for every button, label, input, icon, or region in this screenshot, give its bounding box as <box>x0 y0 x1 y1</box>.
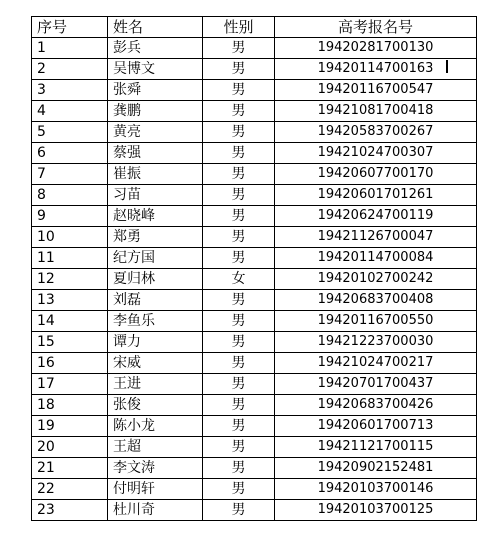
header-sex: 性别 <box>203 17 275 38</box>
cell-exam-id: 19421121700115 <box>275 437 477 458</box>
cell-exam-id: 19420601700713 <box>275 416 477 437</box>
cell-no: 22 <box>32 479 108 500</box>
cell-no: 14 <box>32 311 108 332</box>
cell-name: 习苗 <box>108 185 203 206</box>
cell-no: 18 <box>32 395 108 416</box>
cell-exam-id: 19420116700550 <box>275 311 477 332</box>
cell-sex: 男 <box>203 38 275 59</box>
cell-name: 张舜 <box>108 80 203 101</box>
cell-sex: 男 <box>203 458 275 479</box>
cell-sex: 男 <box>203 122 275 143</box>
cell-exam-id: 19421081700418 <box>275 101 477 122</box>
table-row <box>32 416 477 437</box>
cell-sex: 男 <box>203 479 275 500</box>
cell-no: 6 <box>32 143 108 164</box>
cell-no: 9 <box>32 206 108 227</box>
cell-exam-id: 19420114700163 <box>275 59 477 80</box>
table-row <box>32 332 477 353</box>
cell-exam-id: 19420601701261 <box>275 185 477 206</box>
header-exam-id: 高考报名号 <box>275 17 477 38</box>
cell-sex: 男 <box>203 395 275 416</box>
cell-exam-id: 19421024700307 <box>275 143 477 164</box>
cell-no: 11 <box>32 248 108 269</box>
table-body <box>32 38 477 521</box>
cell-no: 13 <box>32 290 108 311</box>
cell-exam-id: 19420607700170 <box>275 164 477 185</box>
cell-exam-id: 19420624700119 <box>275 206 477 227</box>
cell-no: 5 <box>32 122 108 143</box>
cell-exam-id: 19420116700547 <box>275 80 477 101</box>
cell-name: 龚鹏 <box>108 101 203 122</box>
student-table <box>31 16 477 521</box>
cell-name: 李鱼乐 <box>108 311 203 332</box>
cell-name: 夏归林 <box>108 269 203 290</box>
cell-exam-id: 19420114700084 <box>275 248 477 269</box>
table-row <box>32 500 477 521</box>
table-row <box>32 101 477 122</box>
cell-sex: 男 <box>203 311 275 332</box>
cell-exam-id: 19420102700242 <box>275 269 477 290</box>
cell-exam-id: 19420701700437 <box>275 374 477 395</box>
table-row <box>32 353 477 374</box>
cell-sex: 男 <box>203 248 275 269</box>
cell-no: 1 <box>32 38 108 59</box>
cell-name: 王进 <box>108 374 203 395</box>
cell-sex: 男 <box>203 164 275 185</box>
cell-exam-id: 19420683700426 <box>275 395 477 416</box>
cell-name: 郑勇 <box>108 227 203 248</box>
cell-sex: 男 <box>203 500 275 521</box>
table-row <box>32 248 477 269</box>
header-row <box>32 17 477 38</box>
cell-sex: 男 <box>203 290 275 311</box>
table-row <box>32 311 477 332</box>
cell-name: 彭兵 <box>108 38 203 59</box>
cell-no: 12 <box>32 269 108 290</box>
cell-exam-id: 19420583700267 <box>275 122 477 143</box>
cell-exam-id: 19420902152481 <box>275 458 477 479</box>
cell-sex: 男 <box>203 80 275 101</box>
cell-no: 19 <box>32 416 108 437</box>
table-row <box>32 164 477 185</box>
cell-sex: 男 <box>203 227 275 248</box>
cell-sex: 男 <box>203 353 275 374</box>
cell-name: 宋威 <box>108 353 203 374</box>
cell-no: 21 <box>32 458 108 479</box>
cell-no: 15 <box>32 332 108 353</box>
cell-name: 杜川奇 <box>108 500 203 521</box>
cell-sex: 女 <box>203 269 275 290</box>
cell-exam-id: 19420281700130 <box>275 38 477 59</box>
table-row <box>32 38 477 59</box>
table-row <box>32 269 477 290</box>
table-row <box>32 479 477 500</box>
cell-no: 20 <box>32 437 108 458</box>
cell-name: 赵晓峰 <box>108 206 203 227</box>
cell-no: 4 <box>32 101 108 122</box>
table-row <box>32 290 477 311</box>
table-row <box>32 395 477 416</box>
cell-name: 纪方国 <box>108 248 203 269</box>
cell-name: 张俊 <box>108 395 203 416</box>
cell-name: 蔡强 <box>108 143 203 164</box>
table-row <box>32 437 477 458</box>
cell-sex: 男 <box>203 416 275 437</box>
cell-no: 7 <box>32 164 108 185</box>
table-row <box>32 206 477 227</box>
cell-name: 李文涛 <box>108 458 203 479</box>
cell-exam-id: 19420683700408 <box>275 290 477 311</box>
cell-sex: 男 <box>203 437 275 458</box>
table-row <box>32 80 477 101</box>
cell-name: 谭力 <box>108 332 203 353</box>
header-name: 姓名 <box>108 17 203 38</box>
header-no: 序号 <box>32 17 108 38</box>
cell-name: 付明轩 <box>108 479 203 500</box>
table-row <box>32 143 477 164</box>
cell-sex: 男 <box>203 206 275 227</box>
cell-name: 崔振 <box>108 164 203 185</box>
table-row <box>32 227 477 248</box>
cell-exam-id: 19421126700047 <box>275 227 477 248</box>
cell-sex: 男 <box>203 185 275 206</box>
cell-exam-id: 19420103700125 <box>275 500 477 521</box>
cell-no: 8 <box>32 185 108 206</box>
table-row <box>32 374 477 395</box>
cell-no: 23 <box>32 500 108 521</box>
cell-sex: 男 <box>203 143 275 164</box>
table-row <box>32 122 477 143</box>
cell-sex: 男 <box>203 374 275 395</box>
cell-no: 16 <box>32 353 108 374</box>
table-row <box>32 458 477 479</box>
cursor-mark <box>446 60 448 73</box>
table-row <box>32 59 477 80</box>
cell-name: 吴博文 <box>108 59 203 80</box>
cell-no: 17 <box>32 374 108 395</box>
cell-name: 黄亮 <box>108 122 203 143</box>
cell-name: 陈小龙 <box>108 416 203 437</box>
cell-no: 3 <box>32 80 108 101</box>
cell-name: 王超 <box>108 437 203 458</box>
cell-no: 10 <box>32 227 108 248</box>
table-row <box>32 185 477 206</box>
cell-sex: 男 <box>203 101 275 122</box>
cell-exam-id: 19421223700030 <box>275 332 477 353</box>
cell-sex: 男 <box>203 332 275 353</box>
cell-exam-id: 19420103700146 <box>275 479 477 500</box>
cell-no: 2 <box>32 59 108 80</box>
cell-exam-id: 19421024700217 <box>275 353 477 374</box>
cell-sex: 男 <box>203 59 275 80</box>
cell-name: 刘磊 <box>108 290 203 311</box>
